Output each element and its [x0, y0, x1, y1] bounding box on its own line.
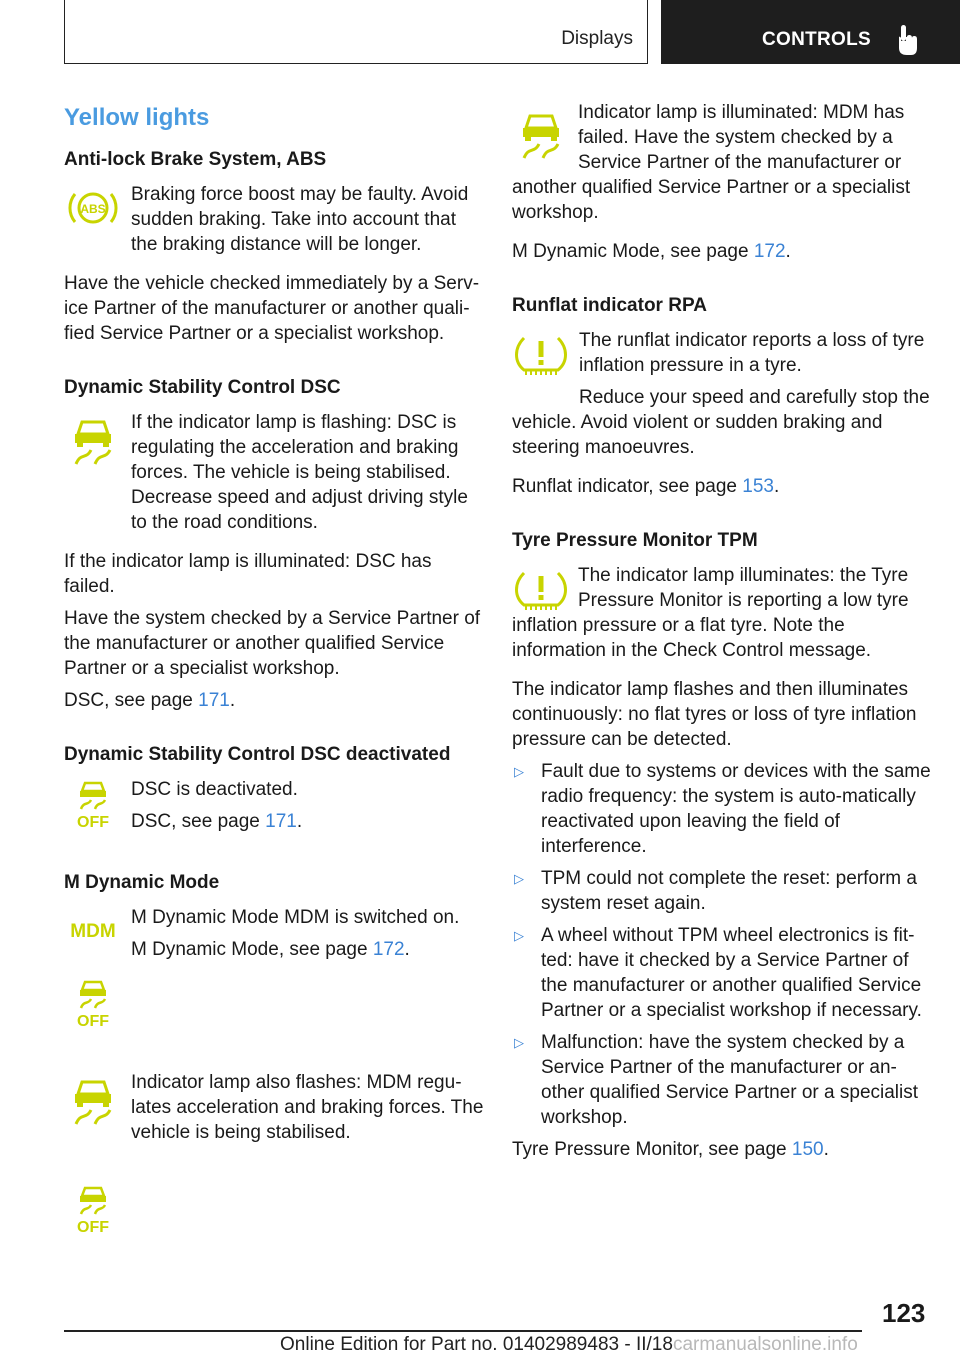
footer-edition: Online Edition for Part no. 01402989483 - II/18carmanualsonline.info [280, 1334, 858, 1355]
triangle-bullet-icon: ▷ [514, 871, 524, 886]
dsc-off-lamp-block [64, 777, 484, 841]
mdm-lamp-icon [64, 915, 122, 945]
abs-lamp-block [64, 182, 484, 264]
list-item: ▷ Malfunction: have the system checked by a Service Partner of the manufacturer or an-other qualified Service Partner or a specialist workshop. [514, 1032, 919, 1128]
pointing-hand-icon [895, 24, 919, 56]
dsc-page-reference: DSC, see page 171. [64, 690, 236, 711]
mdm-failed-page-reference: M Dynamic Mode, see page 172. [512, 241, 791, 262]
mdm-lamp-block [64, 905, 484, 969]
rpa-page-link[interactable]: 153 [742, 476, 774, 497]
tyre-pressure-lamp-icon [512, 332, 570, 376]
dsc-lamp-icon [512, 108, 570, 162]
left-column [64, 100, 484, 1276]
rpa-description: The runflat indicator reports a loss of tyre inflation pressure in a tyre. [579, 330, 925, 376]
mdm-flash-description: Indicator lamp also flashes: MDM regu-lates acceleration and braking forces. The vehicle is being stabilised. [131, 1072, 484, 1143]
dsc-lamp-icon [64, 414, 122, 468]
header-chapter-label: CONTROLS [762, 29, 872, 50]
dsc-off-description: DSC is deactivated. [131, 779, 298, 800]
mdm-page-reference: M Dynamic Mode, see page 172. [131, 939, 410, 960]
mdm-failed-page-link[interactable]: 172 [753, 241, 786, 262]
footer-divider [64, 1330, 862, 1332]
tpm-page-link[interactable]: 150 [791, 1139, 824, 1160]
list-item: ▷ A wheel without TPM wheel electronics is fit-ted: have it checked by a Service Partner of the manufacturer or another qualified Service Partner or a specialist workshop if necessary. [514, 925, 922, 1021]
dsc-failed-text: If the indicator lamp is illuminated: DSC has failed. [64, 551, 432, 597]
footer-watermark: carmanualsonline.info [672, 1334, 858, 1355]
rpa-heading: Runflat indicator RPA [512, 295, 707, 316]
dsc-off-page-link[interactable]: 171 [265, 811, 297, 832]
rpa-lamp-block [512, 328, 932, 467]
abs-lamp-icon [64, 186, 122, 230]
mdm-heading: M Dynamic Mode [64, 872, 220, 893]
rpa-page-reference: Runflat indicator, see page 153. [512, 476, 780, 497]
dsc-page-link[interactable]: 171 [198, 690, 230, 711]
mdm-flash-lamp-block [64, 1070, 484, 1152]
abs-heading: Anti-lock Brake System, ABS [64, 149, 327, 170]
abs-advice: Have the vehicle checked immediately by a Serv-ice Partner of the manufacturer or another quali-fied Service Partner or a specialist workshop. [64, 273, 480, 344]
dsc-service-text: Have the system checked by a Service Partner of the manufacturer or another qualified Service Partner or a specialist workshop. [64, 608, 481, 679]
triangle-bullet-icon: ▷ [514, 928, 524, 943]
dsc-off-heading: Dynamic Stability Control DSC deactivated [64, 744, 451, 765]
dsc-off-page-reference: DSC, see page 171. [131, 811, 303, 832]
dsc-lamp-block [64, 410, 484, 542]
dsc-description: If the indicator lamp is flashing: DSC is regulating the acceleration and braking forces. The vehicle is being stabilised. Decrease speed and adjust driving style to the road conditions. [131, 412, 468, 533]
tpm-flash-text: The indicator lamp flashes and then illuminates continuously: no flat tyres or loss of tyre inflation pressure can be detected. [512, 679, 917, 750]
dsc-lamp-icon [64, 1074, 122, 1128]
rpa-advice: Reduce your speed and carefully stop the vehicle. Avoid violent or sudden braking and steering manoeuvres. [512, 387, 930, 458]
mdm-failed-lamp-block [512, 100, 932, 232]
list-item: ▷ Fault due to systems or devices with the same radio frequency: the system is auto-matically reactivated upon leaving the field of interference. [514, 761, 931, 857]
header-section-tab [64, 0, 648, 64]
dsc-heading: Dynamic Stability Control DSC [64, 377, 341, 398]
triangle-bullet-icon: ▷ [514, 764, 524, 779]
page-number: 123 [882, 1298, 926, 1328]
right-column [512, 100, 932, 1169]
mdm-page-link[interactable]: 172 [372, 939, 405, 960]
list-item: ▷ TPM could not complete the reset: perform a system reset again. [514, 868, 917, 914]
dsc-off-lamp-icon [64, 976, 122, 1030]
dsc-off-lamp-icon [64, 1182, 122, 1236]
dsc-off-lamp-icon [64, 777, 122, 831]
header-section-label: Displays [561, 28, 633, 49]
tpm-lamp-block [512, 563, 932, 670]
abs-description: Braking force boost may be faulty. Avoid sudden braking. Take into account that the braking distance will be longer. [131, 184, 469, 255]
mdm-failed-description: Indicator lamp is illuminated: MDM has failed. Have the system checked by a Service Partner of the manufacturer or another qualified Service Partner or a specialist workshop. [512, 102, 911, 223]
tyre-pressure-lamp-icon [512, 567, 570, 611]
tpm-bullet-list [512, 759, 932, 1130]
section-title: Yellow lights [64, 104, 210, 131]
tpm-heading: Tyre Pressure Monitor TPM [512, 530, 758, 551]
tpm-page-reference: Tyre Pressure Monitor, see page 150. [512, 1139, 829, 1160]
tpm-description: The indicator lamp illuminates: the Tyre Pressure Monitor is reporting a low tyre inflation pressure or a flat tyre. Note the information in the Check Control message. [512, 565, 909, 661]
mdm-description: M Dynamic Mode MDM is switched on. [131, 907, 460, 928]
triangle-bullet-icon: ▷ [514, 1035, 524, 1050]
header-chapter-tab [661, 0, 960, 64]
